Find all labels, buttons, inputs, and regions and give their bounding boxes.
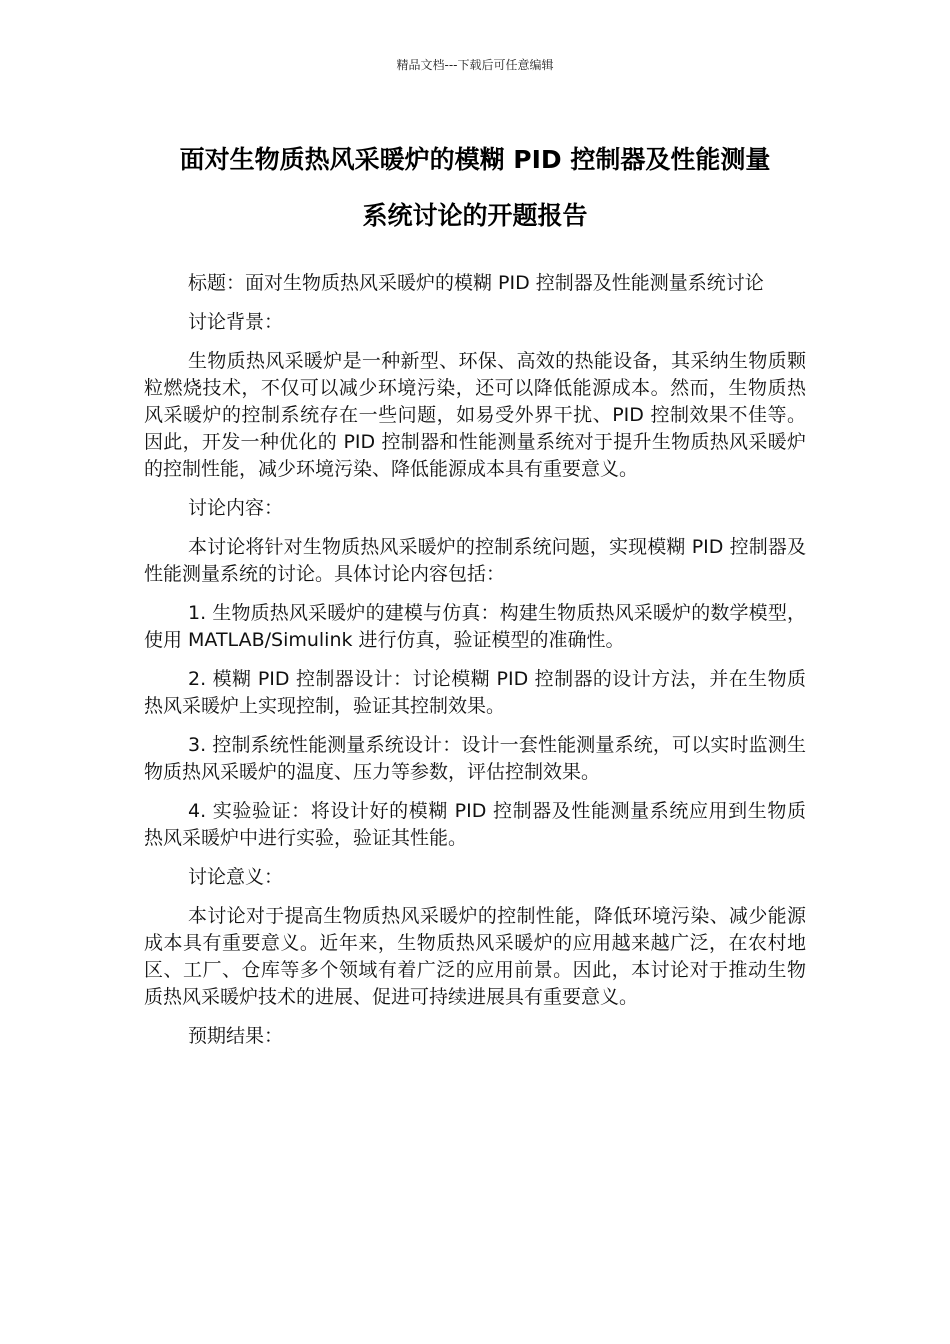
heading-background: 讨论背景： bbox=[188, 311, 284, 333]
heading-expected-results: 预期结果： bbox=[188, 1025, 284, 1047]
list-item-measurement-system: 3. 控制系统性能测量系统设计：设计一套性能测量系统，可以实时监测生物质热风采暖炉的温度、压力等参数，评估控制效果。 bbox=[144, 734, 806, 783]
heading-content: 讨论内容： bbox=[188, 497, 284, 519]
document-title bbox=[140, 132, 810, 244]
document-body bbox=[144, 270, 806, 1062]
paragraph-significance: 本讨论对于提高生物质热风采暖炉的控制性能，降低环境污染、减少能源成本具有重要意义。近年来，生物质热风采暖炉的应用越来越广泛，在农村地区、工厂、仓库等多个领域有着广泛的应用前景。因此，本讨论对于推动生物质热风采暖炉技术的进展、促进可持续进展具有重要意义。 bbox=[144, 905, 806, 1008]
list-item-modeling: 1. 生物质热风采暖炉的建模与仿真：构建生物质热风采暖炉的数学模型，使用 MATLAB/Simulink 进行仿真，验证模型的准确性。 bbox=[144, 602, 806, 651]
list-item-experiment: 4. 实验验证：将设计好的模糊 PID 控制器及性能测量系统应用到生物质热风采暖炉中进行实验，验证其性能。 bbox=[144, 800, 806, 849]
paragraph-content-intro: 本讨论将针对生物质热风采暖炉的控制系统问题，实现模糊 PID 控制器及性能测量系统的讨论。具体讨论内容包括： bbox=[144, 536, 806, 585]
header-note: 精品文档---下载后可任意编辑 bbox=[396, 58, 554, 72]
paragraph-background: 生物质热风采暖炉是一种新型、环保、高效的热能设备，其采纳生物质颗粒燃烧技术，不仅可以减少环境污染，还可以降低能源成本。然而，生物质热风采暖炉的控制系统存在一些问题，如易受外界干扰、PID 控制效果不佳等。因此，开发一种优化的 PID 控制器和性能测量系统对于提升生物质热风采暖炉的控制性能，减少环境污染、降低能源成本具有重要意义。 bbox=[144, 350, 806, 480]
title-line-1: 面对生物质热风采暖炉的模糊 PID 控制器及性能测量 bbox=[179, 145, 771, 174]
title-line-2: 系统讨论的开题报告 bbox=[362, 201, 588, 230]
paragraph-subject: 标题：面对生物质热风采暖炉的模糊 PID 控制器及性能测量系统讨论 bbox=[188, 272, 764, 294]
list-item-controller-design: 2. 模糊 PID 控制器设计：讨论模糊 PID 控制器的设计方法，并在生物质热风采暖炉上实现控制，验证其控制效果。 bbox=[144, 668, 806, 717]
heading-significance: 讨论意义： bbox=[188, 866, 284, 888]
